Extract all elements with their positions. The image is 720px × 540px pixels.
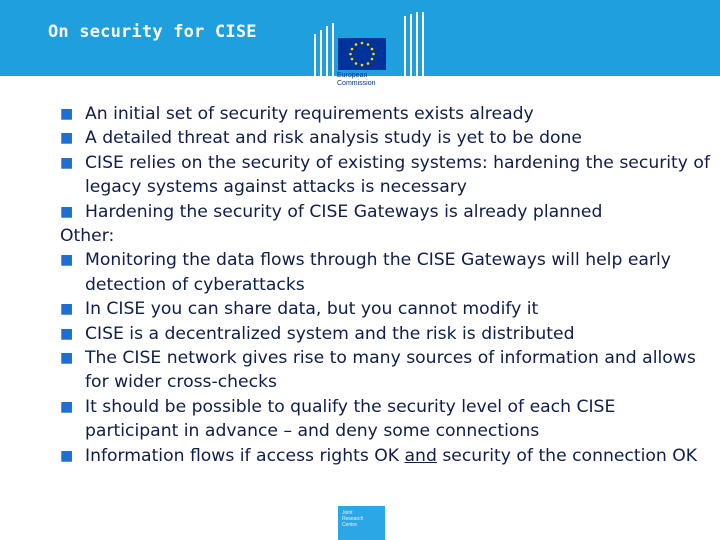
square-bullet-icon: ■ <box>60 106 74 122</box>
square-bullet-icon: ■ <box>60 252 74 269</box>
square-bullet-icon: ■ <box>60 154 74 171</box>
list-item: ■ In CISE you can share data, but you cannot modify it <box>60 297 710 321</box>
list-item: ■ It should be possible to qualify the security level of each CISE participant in advance – and deny some connections <box>60 396 616 442</box>
square-bullet-icon: ■ <box>60 350 74 367</box>
jrc-logo-caption: Joint Research Centre <box>342 510 364 528</box>
list-item: ■ Hardening the security of CISE Gateways is already planned <box>60 200 710 224</box>
bullet-list <box>60 102 710 468</box>
list-item: ■ Information flows if access rights OK and security of the connection OK <box>60 444 710 468</box>
logo-caption: European Commission <box>337 72 376 87</box>
list-item: ■ Monitoring the data flows through the CISE Gateways will help early detection of cyberattacks <box>60 250 671 295</box>
square-bullet-icon: ■ <box>60 447 74 464</box>
slide-title: On security for CISE <box>48 22 257 42</box>
list-item: ■ CISE relies on the security of existing systems: hardening the security of legacy systems against attacks is necessary <box>60 152 711 198</box>
square-bullet-icon: ■ <box>60 301 74 318</box>
square-bullet-icon: ■ <box>60 203 74 220</box>
list-heading-other: Other: <box>60 226 115 247</box>
list-item: ■ CISE is a decentralized system and the risk is distributed <box>60 322 710 346</box>
list-item: ■ An initial set of security requirements exists already <box>60 102 710 126</box>
underlined-and: and <box>404 445 437 466</box>
square-bullet-icon: ■ <box>60 130 74 147</box>
list-item: ■ The CISE network gives rise to many sources of information and allows for wider cross-checks <box>60 348 696 393</box>
square-bullet-icon: ■ <box>60 398 74 415</box>
list-item: ■ A detailed threat and risk analysis study is yet to be done <box>60 126 710 150</box>
square-bullet-icon: ■ <box>60 325 74 342</box>
